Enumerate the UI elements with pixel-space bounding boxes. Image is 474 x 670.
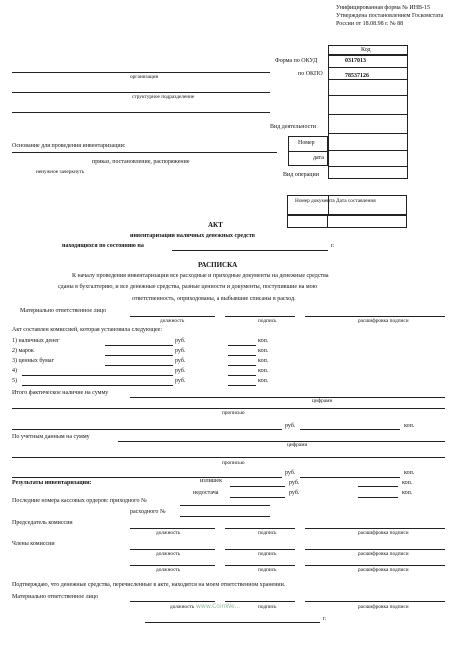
shortage-kop: коп. [402, 490, 413, 496]
signature-line[interactable] [225, 565, 295, 566]
order-divider [288, 151, 328, 152]
caption-signature: подпись [258, 567, 277, 573]
caption-position: должность [156, 530, 181, 536]
code-divider [328, 150, 408, 151]
surplus-kop-line[interactable] [358, 486, 398, 487]
decoding-line[interactable] [305, 316, 445, 317]
words-caption: прописью [222, 410, 245, 416]
amount-line[interactable] [105, 355, 173, 356]
caption-signature: подпись [258, 530, 277, 536]
accounting-words-line[interactable] [12, 457, 445, 458]
amount-line[interactable] [105, 345, 173, 346]
commission-intro: Акт составлен комиссией, которая установила следующее: [12, 327, 162, 333]
signature-line[interactable] [225, 316, 295, 317]
receipt-text-3: ответственность, оприходованы, а выбывшие списаны в расход. [132, 296, 296, 302]
confirmation-text: Подтверждаю, что денежные средства, перечисленные в акте, находятся на моем ответственном хранении. [12, 582, 286, 588]
okpo-label: по ОКПО [298, 71, 323, 77]
doc-date-header: Дата составления [336, 198, 376, 204]
code-divider [328, 95, 408, 96]
accounting-kop-line[interactable] [300, 477, 400, 478]
members-label: Члены комиссии [12, 541, 55, 547]
doc-table-value-row[interactable] [287, 215, 407, 228]
receipt-text-2: сданы в бухгалтерию, и все денежные средства, разные ценности и документы, поступившие на мою [58, 284, 318, 290]
operation-label: Вид операции [283, 172, 319, 178]
kop-label: коп. [258, 358, 269, 364]
actual-total-label: Итого фактическое наличие на сумму [12, 390, 109, 396]
kop-label: коп. [258, 378, 269, 384]
chairman-label: Председатель комиссии [12, 520, 73, 526]
total-kop: коп. [404, 423, 415, 429]
results-label: Результаты инвентаризации: [12, 480, 92, 486]
amount-line[interactable] [22, 385, 173, 386]
approval-date: России от 18.08.98 г. № 88 [336, 21, 404, 27]
organization-caption: организация [130, 74, 159, 80]
act-title: АКТ [208, 221, 223, 229]
rub-label: руб. [175, 368, 186, 374]
surplus-rub-line[interactable] [230, 486, 285, 487]
basis-label: Основание для проведения инвентаризации: [12, 143, 126, 149]
signature-line[interactable] [225, 528, 295, 529]
caption-decoding: расшифровка подписи [358, 318, 409, 324]
caption-position: должность [170, 604, 195, 610]
act-location: находящихся по состоянию на [62, 243, 144, 249]
position-line[interactable] [130, 601, 215, 602]
decoding-line[interactable] [305, 528, 445, 529]
rub-label: руб. [175, 348, 186, 354]
position-line[interactable] [130, 549, 215, 550]
kop-line[interactable] [228, 365, 256, 366]
act-subtitle: инвентаризации наличных денежных средств [130, 233, 256, 239]
order-date-label: дата [313, 155, 324, 161]
responsible-label: Материально ответственное лицо [20, 308, 107, 314]
signature-line[interactable] [225, 549, 295, 550]
division-line[interactable] [12, 92, 270, 93]
accounting-total-label: По учетным данным на сумму [12, 434, 90, 440]
doc-number-header: Номер документа [295, 198, 335, 204]
caption-signature: подпись [258, 551, 277, 557]
okud-label: Форма по ОКУД [275, 58, 318, 64]
basis-line[interactable] [12, 152, 277, 153]
item-securities: 3) ценных бумаг [12, 358, 54, 364]
caption-decoding: расшифровка подписи [358, 604, 409, 610]
words-caption: прописью [222, 460, 245, 466]
surplus-rub: руб. [289, 480, 300, 486]
organization-line[interactable] [12, 72, 270, 73]
okud-value: 0317013 [345, 58, 366, 64]
actual-words-line[interactable] [12, 429, 282, 430]
watermark: www.CoinWe... [196, 603, 241, 610]
basis-caption: приказ, постановление, распоряжение [92, 159, 190, 165]
approval-line: Утверждена постановлением Госкомстата [336, 13, 444, 19]
surplus-label: излишек [200, 478, 222, 484]
position-line[interactable] [130, 316, 215, 317]
caption-position: должность [160, 318, 185, 324]
extra-line[interactable] [12, 112, 270, 113]
accounting-kop: коп. [404, 470, 415, 476]
shortage-label: недостача [193, 490, 219, 496]
kop-line[interactable] [228, 355, 256, 356]
decoding-line[interactable] [305, 601, 445, 602]
kop-line[interactable] [228, 345, 256, 346]
accounting-words-line-2[interactable] [12, 477, 282, 478]
caption-position: должность [156, 551, 181, 557]
kop-label: коп. [258, 348, 269, 354]
confirm-responsible-label: Материально ответственное лицо [12, 594, 99, 600]
caption-signature: подпись [258, 318, 277, 324]
division-caption: структурное подразделение [132, 94, 195, 100]
rub-label: руб. [175, 358, 186, 364]
form-number: Унифицированная форма № ИНВ-15 [336, 5, 431, 11]
actual-total-words-line[interactable] [12, 408, 445, 409]
code-header-cell [328, 45, 408, 55]
shortage-kop-line[interactable] [358, 497, 398, 498]
activity-label: Вид деятельности [270, 124, 317, 130]
caption-decoding: расшифровка подписи [358, 530, 409, 536]
orders-label: Последние номера кассовых ордеров: приходного № [12, 498, 147, 504]
code-divider [328, 67, 408, 68]
confirm-year: г. [323, 616, 327, 622]
caption-decoding: расшифровка подписи [358, 567, 409, 573]
unnecessary-note: ненужное зачеркнуть [36, 169, 85, 175]
code-divider [328, 79, 408, 80]
order-number-label: Номер [298, 140, 315, 146]
actual-total-digits-line[interactable] [130, 397, 445, 398]
act-date-line[interactable] [172, 250, 328, 251]
income-order-line[interactable] [180, 505, 270, 506]
caption-signature: подпись [258, 604, 277, 610]
total-rub: руб. [285, 423, 296, 429]
kop-line[interactable] [228, 385, 256, 386]
code-divider [328, 114, 408, 115]
amount-line[interactable] [22, 375, 173, 376]
item-cash: 1) наличных денег [12, 338, 60, 344]
code-label: Код [361, 47, 371, 53]
digits-caption: цифрами [312, 398, 333, 404]
kop-label: коп. [258, 368, 269, 374]
item-5: 5) [12, 378, 17, 384]
doc-table-header [287, 195, 407, 215]
accounting-rub: руб. [285, 470, 296, 476]
position-line[interactable] [130, 565, 215, 566]
shortage-rub-line[interactable] [230, 497, 285, 498]
rub-label: руб. [175, 378, 186, 384]
code-divider [328, 133, 408, 134]
expense-order-label: расходного № [130, 509, 166, 515]
total-kop-line[interactable] [300, 429, 400, 430]
caption-decoding: расшифровка подписи [358, 551, 409, 557]
surplus-kop: коп. [402, 480, 413, 486]
signature-line[interactable] [225, 601, 295, 602]
act-year: г. [331, 243, 335, 249]
decoding-line[interactable] [305, 549, 445, 550]
expense-order-line[interactable] [180, 516, 270, 517]
receipt-title: РАСПИСКА [198, 261, 238, 269]
confirm-date-line[interactable] [145, 622, 320, 623]
rub-label: руб. [175, 338, 186, 344]
item-4: 4) [12, 368, 17, 374]
kop-line[interactable] [228, 375, 256, 376]
okpo-value: 78537126 [345, 73, 369, 79]
decoding-line[interactable] [305, 565, 445, 566]
receipt-text-1: К началу проведения инвентаризации все расходные и приходные документы на денежные средства [72, 273, 329, 279]
amount-line[interactable] [105, 365, 173, 366]
position-line[interactable] [130, 528, 215, 529]
caption-position: должность [156, 567, 181, 573]
accounting-digits-line[interactable] [118, 441, 445, 442]
shortage-rub: руб. [289, 490, 300, 496]
code-divider [328, 166, 408, 167]
digits-caption: цифрами [287, 442, 308, 448]
item-stamps: 2) марок [12, 348, 34, 354]
kop-label: коп. [258, 338, 269, 344]
